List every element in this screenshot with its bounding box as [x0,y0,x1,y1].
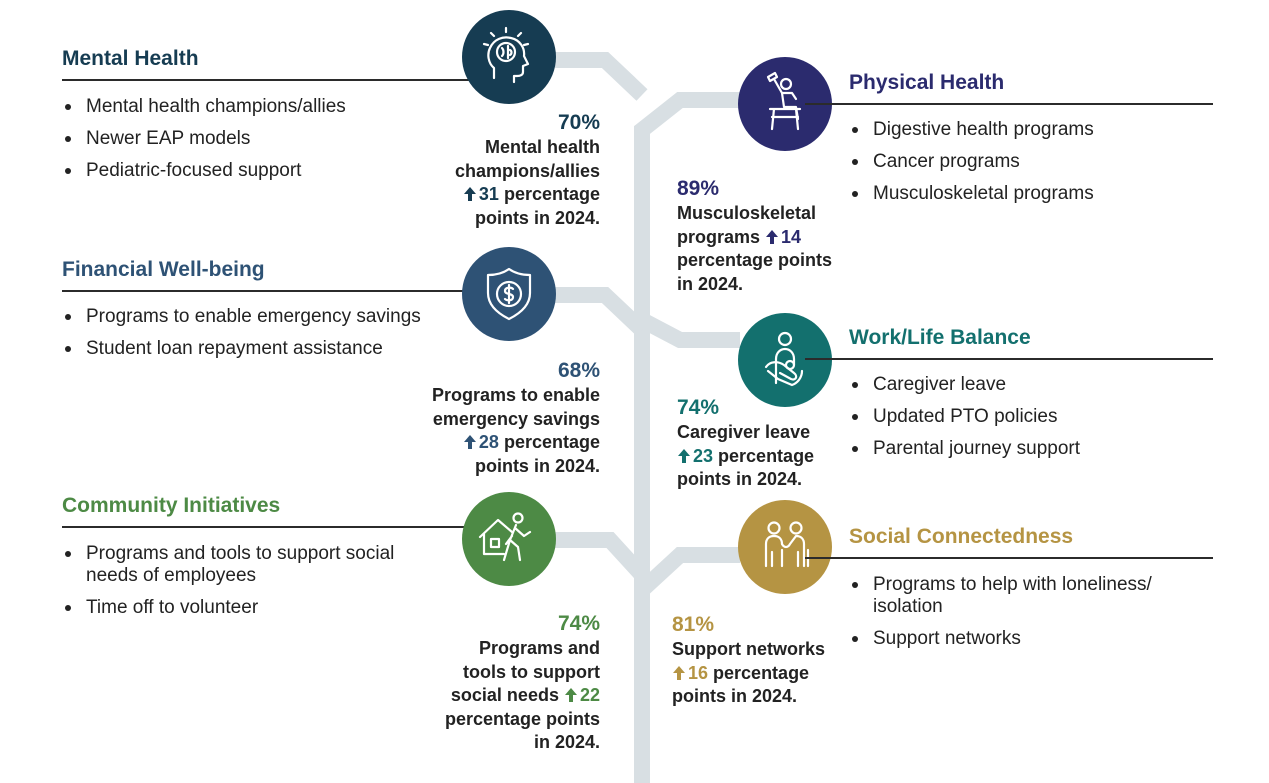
stat-line: percentage points [677,250,833,270]
stat-change: 31 [478,184,499,204]
list-item: Programs to enable emergency savings [62,306,422,328]
list-item: Time off to volunteer [62,597,402,619]
list-item: Programs and tools to support social needs of employees [62,543,402,587]
community-stat [410,611,600,755]
stat-percent: 74% [677,396,720,419]
physical-health-list [849,119,1219,215]
list-item: Parental journey support [849,438,1219,460]
financial-rule [62,290,472,292]
stat-line: Caregiver leave [677,422,811,442]
list-item: Digestive health programs [849,119,1219,141]
mental-health-rule [62,79,472,81]
stat-percent: 81% [672,613,715,636]
stat-line: percentage [708,662,810,683]
social-title: Social Connectedness [849,525,1074,548]
list-item: Mental health champions/allies [62,96,442,118]
stat-line: points in 2024. [474,207,600,228]
stat-line: Support networks [672,639,826,659]
community-title: Community Initiatives [62,494,281,517]
list-item: Pediatric-focused support [62,160,442,182]
stat-percent: 89% [677,177,720,200]
list-item: Programs to help with loneliness/ isolation [849,574,1219,618]
financial-title: Financial Well-being [62,258,265,281]
mental-health-title: Mental Health [62,47,199,70]
work-life-title: Work/Life Balance [849,326,1031,349]
stat-line: tools to support [463,661,600,682]
stat-line: Programs to enable [431,385,600,405]
house-walking-person-icon [462,492,556,586]
community-rule [62,526,472,528]
stat-line: in 2024. [677,273,744,294]
shield-dollar-icon [462,247,556,341]
stat-line: percentage [498,432,600,452]
list-item: Caregiver leave [849,374,1219,396]
stat-line: points in 2024. [677,469,803,489]
stat-line: emergency savings [432,408,600,429]
social-stat [672,612,852,709]
physical-health-rule [805,103,1213,105]
arrow-up-icon [564,687,578,702]
stat-line: Mental health [484,137,600,157]
arrow-up-icon [463,186,477,201]
arrow-up-icon [765,229,779,244]
parent-holding-child-icon [738,313,832,407]
stat-line: Programs and [478,638,600,658]
stat-line: champions/allies [454,160,600,181]
stat-line: social needs [450,685,564,705]
physical-health-title: Physical Health [849,71,1005,94]
stat-change: 23 [693,445,714,466]
work-life-list [849,374,1219,470]
stat-line: in 2024. [533,732,600,752]
mental-health-list [62,96,442,192]
stat-percent: 68% [557,359,600,382]
community-list [62,543,402,629]
stat-line: percentage [498,184,600,204]
list-item: Musculoskeletal programs [849,183,1219,205]
social-rule [805,557,1213,559]
work-life-rule [805,358,1213,360]
stat-line: programs [677,226,766,247]
list-item: Support networks [849,628,1219,650]
arrow-up-icon [672,665,686,680]
list-item: Newer EAP models [62,128,442,150]
financial-stat [380,358,600,478]
stat-line: points in 2024. [672,686,798,706]
stat-percent: 74% [557,612,600,635]
work-life-stat [677,395,857,492]
stat-change: 28 [478,432,499,452]
stat-change: 16 [688,662,709,683]
mental-health-stat [400,110,600,230]
stat-line: points in 2024. [474,455,600,476]
social-list [849,574,1219,660]
physical-health-stat [677,176,857,296]
stat-line: percentage points [444,708,600,729]
two-people-icon [738,500,832,594]
financial-list [62,306,422,370]
arrow-up-icon [463,434,477,449]
stat-line: Musculoskeletal [677,203,817,223]
list-item: Updated PTO policies [849,406,1219,428]
stat-percent: 70% [557,111,600,134]
stat-line: percentage [713,445,815,466]
stat-change: 22 [579,685,600,705]
stat-change: 14 [781,226,802,247]
list-item: Student loan repayment assistance [62,338,422,360]
arrow-up-icon [677,448,691,463]
list-item: Cancer programs [849,151,1219,173]
brain-head-icon [462,10,556,104]
